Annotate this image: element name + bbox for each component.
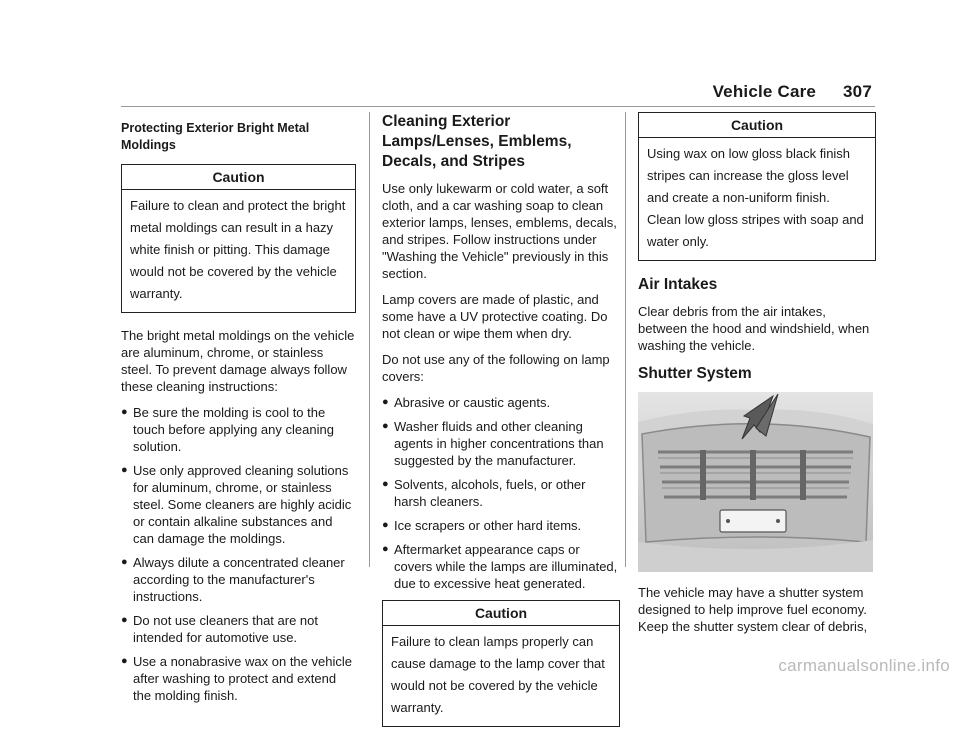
moldings-heading: Protecting Exterior Bright Metal Moldings	[121, 121, 310, 152]
list-item: ● Aftermarket appearance caps or covers while the lamps are illuminated, due to excessive heat generated.	[382, 542, 618, 591]
moldings-bullet-list	[121, 404, 356, 704]
column-divider	[625, 112, 626, 567]
column-divider	[369, 112, 370, 567]
caution-title: Caution	[383, 601, 619, 626]
list-item: ● Abrasive or caustic agents.	[382, 395, 551, 410]
list-item: ● Use only approved cleaning solutions for aluminum, chrome, or stainless steel. Some cleaners are highly acidic or contain alkaline substances and can damage the moldings.	[121, 463, 352, 546]
caution-box-stripes	[638, 112, 876, 261]
column-1	[121, 112, 356, 712]
caution-text: Using wax on low gloss black finish stripes can increase the gloss level and create a non-uniform finish. Clean low gloss stripes with soap and water only.	[647, 146, 864, 249]
column-3	[638, 112, 876, 644]
bullet-icon: ●	[121, 655, 128, 667]
list-item: ● Always dilute a concentrated cleaner according to the manufacturer's instructions.	[121, 555, 345, 604]
bullet-icon: ●	[121, 614, 128, 626]
header-rule	[121, 106, 875, 107]
watermark-text: carmanualsonline.info	[778, 656, 950, 675]
list-item: ● Do not use cleaners that are not intended for automotive use.	[121, 613, 319, 645]
lamps-paragraph-2: Lamp covers are made of plastic, and some have a UV protective coating. Do not clean or wipe them when dry.	[382, 292, 608, 341]
lamps-paragraph-3: Do not use any of the following on lamp covers:	[382, 352, 610, 384]
caution-text: Failure to clean and protect the bright metal moldings can result in a hazy white finish or pitting. This damage would not be covered by the vehicle warranty.	[130, 198, 346, 301]
list-item: ● Solvents, alcohols, fuels, or other harsh cleaners.	[382, 477, 586, 509]
bullet-icon: ●	[382, 543, 389, 555]
list-item: ● Washer fluids and other cleaning agents in higher concentrations than suggested by the manufacturer.	[382, 419, 604, 468]
caution-box-lamps	[382, 600, 620, 727]
caution-title: Caution	[639, 113, 875, 138]
bullet-icon: ●	[121, 556, 128, 568]
lamps-paragraph-1: Use only lukewarm or cold water, a soft cloth, and a car washing soap to clean exterior lamps, lenses, emblems, decals, and stripes. Follow instructions under "Washing the Vehicle" previously in this section.	[382, 181, 617, 281]
section-title: Vehicle Care	[712, 82, 817, 101]
caution-text: Failure to clean lamps properly can cause damage to the lamp cover that would not be covered by the vehicle warranty.	[391, 634, 605, 715]
bullet-icon: ●	[121, 464, 128, 476]
bullet-icon: ●	[382, 519, 389, 531]
list-item: ● Use a nonabrasive wax on the vehicle after washing to protect and extend the molding finish.	[121, 654, 352, 703]
lamps-heading: Cleaning Exterior Lamps/Lenses, Emblems, Decals, and Stripes	[382, 113, 572, 170]
air-intakes-text: Clear debris from the air intakes, between the hood and windshield, when washing the vehicle.	[638, 304, 870, 353]
shutter-system-photo	[638, 392, 873, 572]
lamps-bullet-list	[382, 394, 620, 592]
shutter-text: The vehicle may have a shutter system designed to help improve fuel economy. Keep the shutter system clear of debris,	[638, 585, 868, 634]
bullet-icon: ●	[382, 420, 389, 432]
page-header	[713, 82, 872, 102]
list-item: ● Be sure the molding is cool to the touch before applying any cleaning solution.	[121, 405, 334, 454]
bullet-icon: ●	[382, 478, 389, 490]
shutter-heading: Shutter System	[638, 365, 752, 382]
caution-title: Caution	[122, 165, 355, 190]
moldings-intro: The bright metal moldings on the vehicle are aluminum, chrome, or stainless steel. To prevent damage always follow these cleaning instructions:	[121, 328, 355, 394]
air-intakes-heading: Air Intakes	[638, 276, 718, 293]
caution-box-moldings	[121, 164, 356, 313]
column-2	[382, 112, 620, 741]
bullet-icon: ●	[382, 396, 389, 408]
bullet-icon: ●	[121, 406, 128, 418]
list-item: ● Ice scrapers or other hard items.	[382, 518, 582, 533]
page-number: 307	[843, 82, 872, 101]
